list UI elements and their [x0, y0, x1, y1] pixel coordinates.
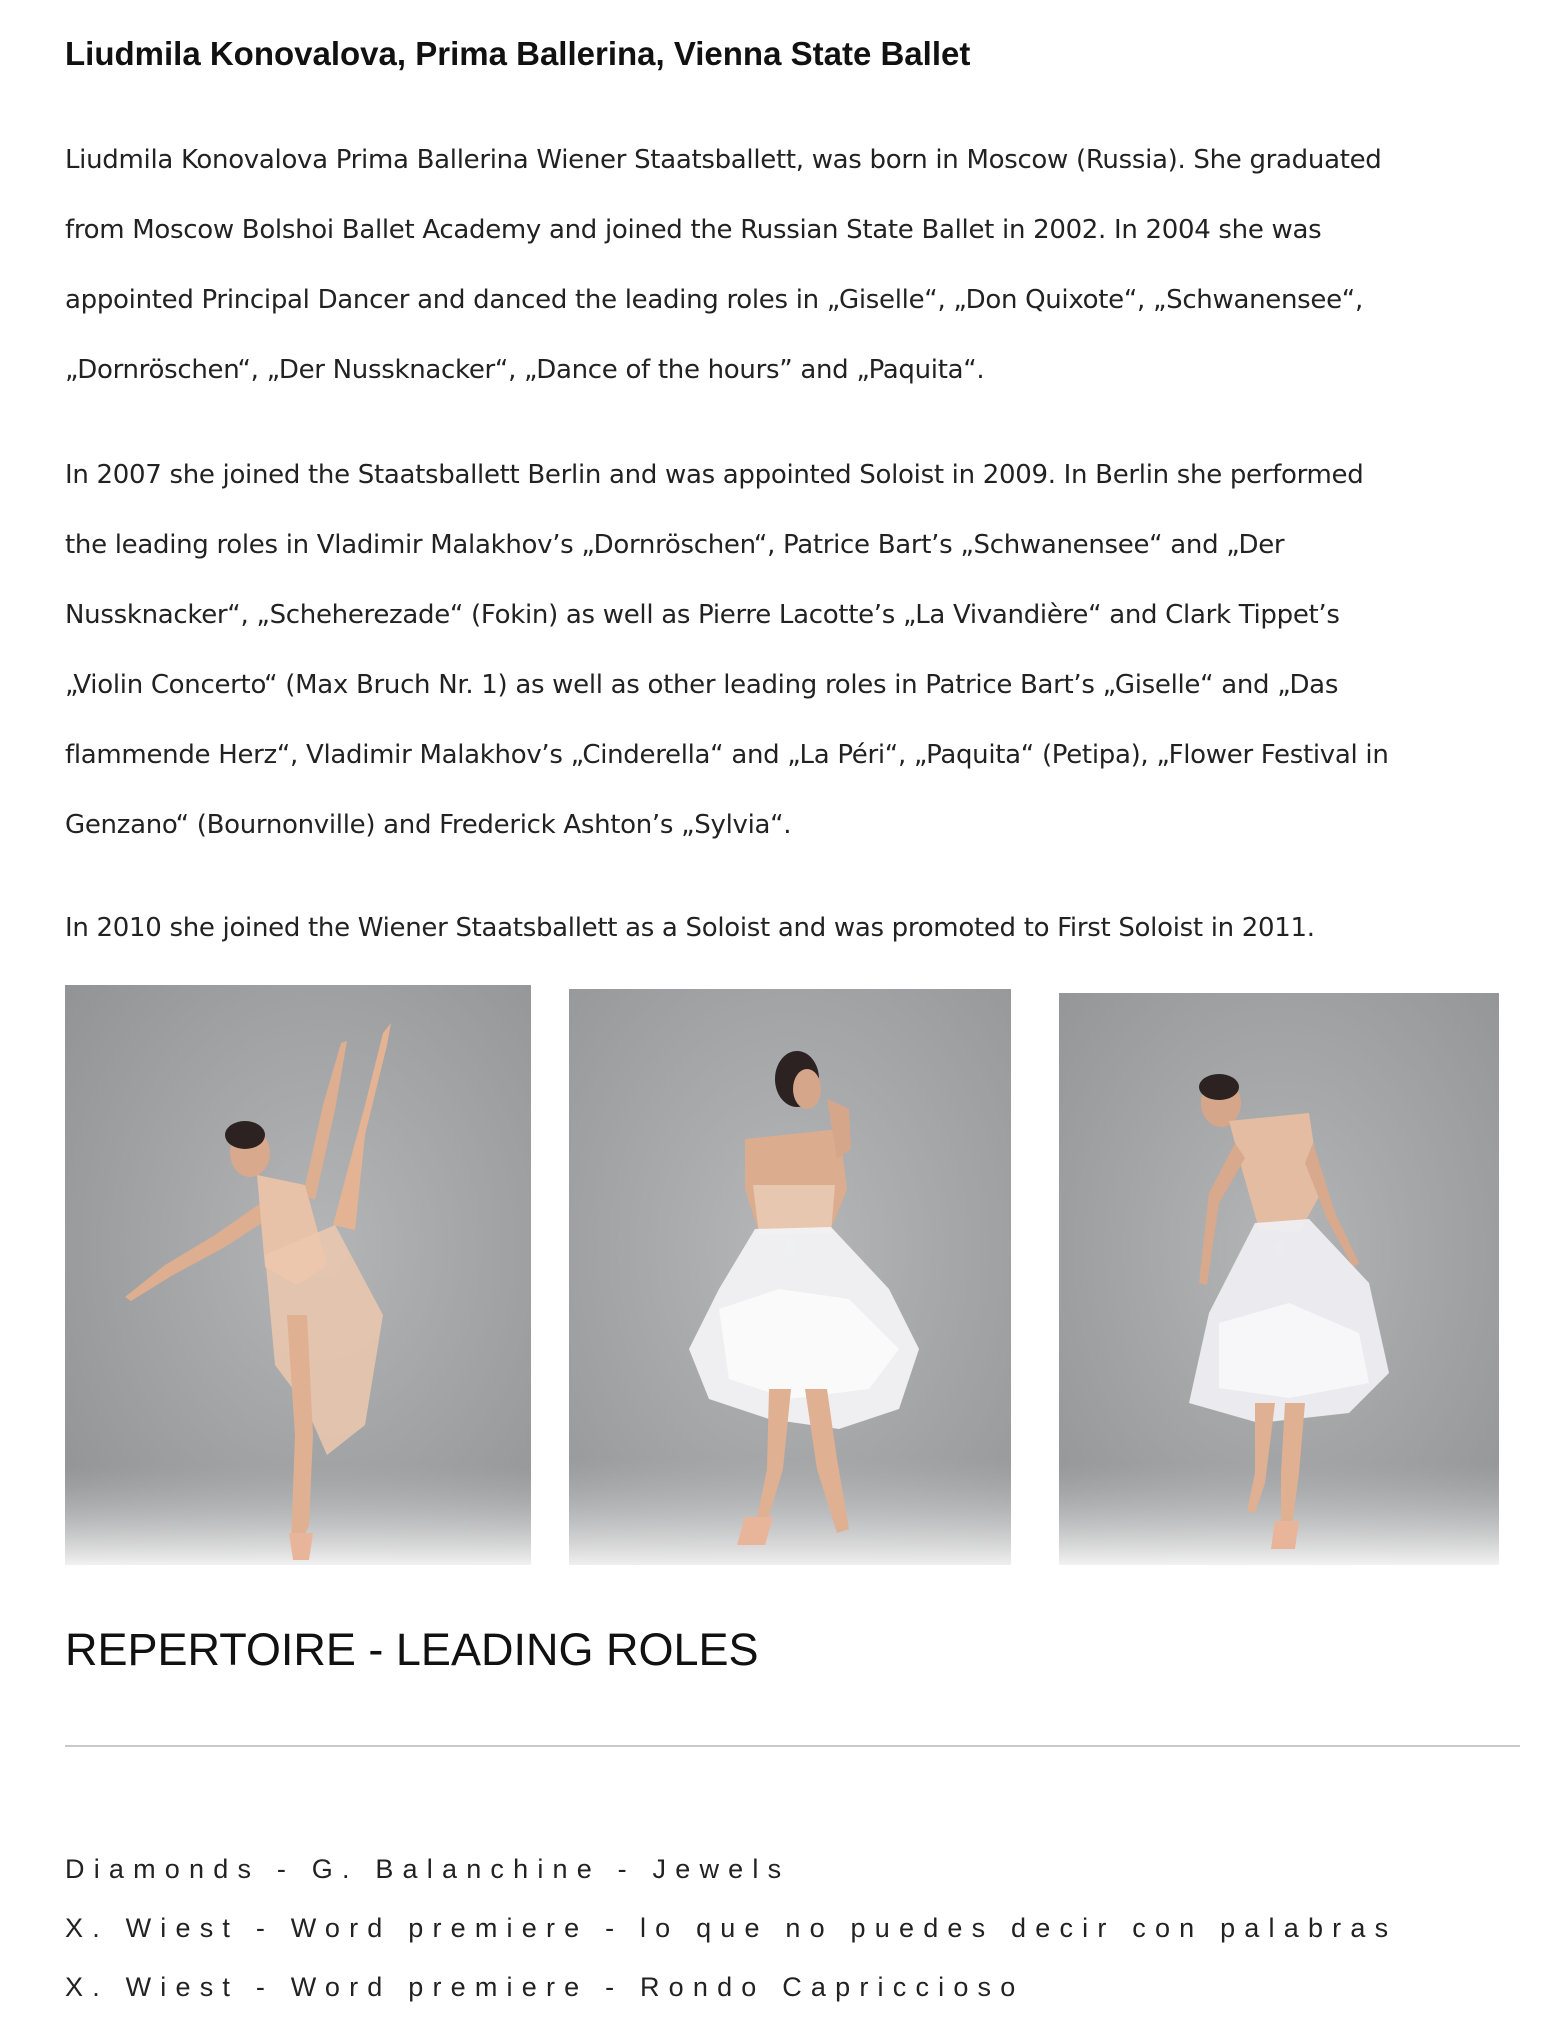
- ballerina-back-view-photo: [569, 989, 1011, 1565]
- list-item: X. Wiest - Word premiere - Rondo Capriccioso: [65, 1972, 1025, 2002]
- bio-line: Liudmila Konovalova Prima Ballerina Wiener Staatsballett, was born in Moscow (Russia). She graduated: [65, 145, 1382, 175]
- bio-paragraph-3: [65, 893, 1525, 963]
- list-item: Diamonds - G. Balanchine - Jewels: [65, 1854, 791, 1884]
- bio-paragraph-2: [65, 440, 1525, 860]
- ballerina-bow-photo: [1059, 993, 1499, 1565]
- bio-line: „Dornröschen“, „Der Nussknacker“, „Dance of the hours” and „Paquita“.: [65, 355, 985, 385]
- bio-paragraph-1: [65, 125, 1525, 405]
- bio-line: from Moscow Bolshoi Ballet Academy and joined the Russian State Ballet in 2002. In 2004 she was: [65, 215, 1322, 245]
- bio-line: flammende Herz“, Vladimir Malakhov’s „Cinderella“ and „La Péri“, „Paquita“ (Petipa), „Flower Festival in: [65, 740, 1389, 770]
- list-item: X. Wiest - Word premiere - lo que no puedes decir con palabras: [65, 1913, 1398, 1943]
- bio-line: the leading roles in Vladimir Malakhov’s „Dornröschen“, Patrice Bart’s „Schwanensee“ and „Der: [65, 530, 1285, 560]
- repertoire-heading: REPERTOIRE - LEADING ROLES: [65, 1624, 759, 1675]
- ballerina-arabesque-photo: [65, 985, 531, 1565]
- section-divider: [65, 1745, 1520, 1747]
- bio-line: Genzano“ (Bournonville) and Frederick Ashton’s „Sylvia“.: [65, 810, 792, 840]
- bio-line: In 2007 she joined the Staatsballett Berlin and was appointed Soloist in 2009. In Berlin she performed: [65, 460, 1364, 490]
- bio-line: In 2010 she joined the Wiener Staatsballett as a Soloist and was promoted to First Soloist in 2011.: [65, 913, 1315, 943]
- page-title: Liudmila Konovalova, Prima Ballerina, Vienna State Ballet: [65, 35, 971, 72]
- bio-line: appointed Principal Dancer and danced the leading roles in „Giselle“, „Don Quixote“, „Schwanensee“,: [65, 285, 1363, 315]
- bio-line: Nussknacker“, „Scheherezade“ (Fokin) as well as Pierre Lacotte’s „La Vivandière“ and Clark Tippet’s: [65, 600, 1340, 630]
- repertoire-list: [65, 1840, 1397, 2017]
- bio-line: „Violin Concerto“ (Max Bruch Nr. 1) as well as other leading roles in Patrice Bart’s „Giselle“ and „Das: [65, 670, 1339, 700]
